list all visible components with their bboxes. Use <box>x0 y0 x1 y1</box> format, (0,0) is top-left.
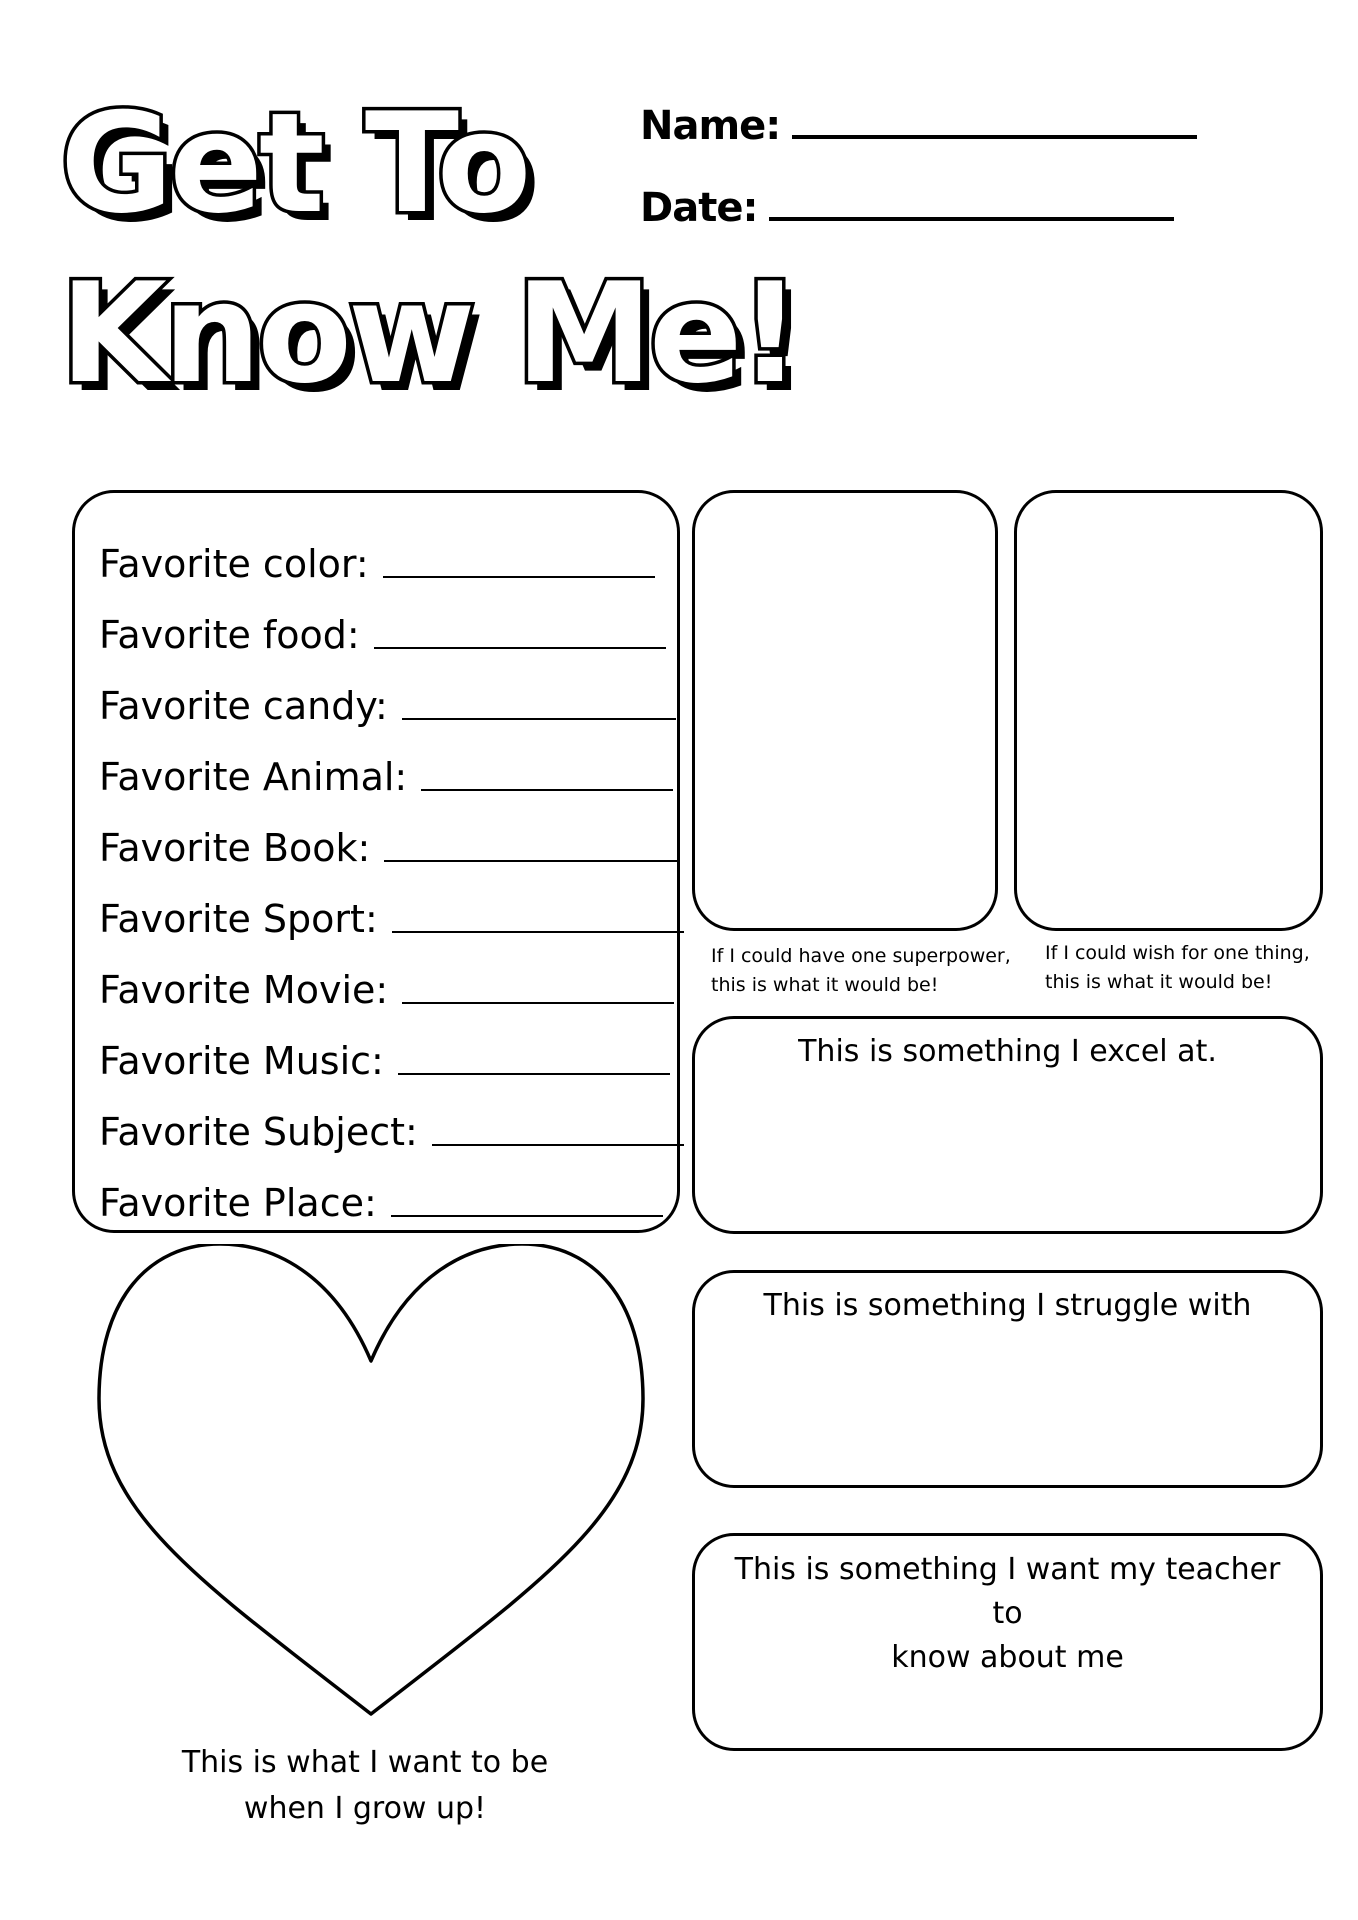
favorite-label: Favorite food: <box>99 613 360 657</box>
favorite-item <box>99 728 684 799</box>
wish-caption-line-2: this is what it would be! <box>1045 971 1273 993</box>
favorite-label: Favorite Sport: <box>99 897 378 941</box>
wish-caption <box>1045 939 1310 997</box>
favorite-blank[interactable] <box>383 546 655 578</box>
favorite-label: Favorite Book: <box>99 826 371 870</box>
favorites-box <box>72 490 680 1233</box>
name-field <box>640 103 1197 149</box>
favorite-label: Favorite candy: <box>99 684 388 728</box>
favorite-item <box>99 515 684 586</box>
superpower-caption-line-1: If I could have one superpower, <box>711 945 1011 967</box>
date-label: Date: <box>640 185 758 231</box>
favorite-blank[interactable] <box>432 1114 684 1146</box>
favorite-blank[interactable] <box>402 972 674 1004</box>
teacher-prompt-line-1: This is something I want my teacher to <box>734 1552 1281 1631</box>
wish-caption-line-1: If I could wish for one thing, <box>1045 942 1310 964</box>
title-line-2: Know Me! <box>60 253 798 414</box>
favorite-blank[interactable] <box>374 617 666 649</box>
heart-caption-line-1: This is what I want to be <box>181 1745 549 1780</box>
favorites-list <box>99 515 684 1225</box>
heart-caption <box>160 1740 570 1832</box>
date-field <box>640 185 1174 231</box>
favorite-blank[interactable] <box>402 688 676 720</box>
date-blank[interactable] <box>769 185 1174 221</box>
favorite-item <box>99 1012 684 1083</box>
excel-prompt: This is something I excel at. <box>798 1034 1217 1069</box>
teacher-prompt-line-2: know about me <box>891 1640 1124 1675</box>
name-label: Name: <box>640 103 781 149</box>
excel-box[interactable] <box>692 1016 1323 1234</box>
favorite-item <box>99 799 684 870</box>
favorite-label: Favorite Movie: <box>99 968 389 1012</box>
favorite-blank[interactable] <box>421 759 673 791</box>
favorite-item <box>99 1083 684 1154</box>
favorite-item <box>99 870 684 941</box>
superpower-caption-line-2: this is what it would be! <box>711 974 939 996</box>
heart-drawing-area[interactable] <box>94 1244 656 1724</box>
favorite-blank[interactable] <box>398 1043 670 1075</box>
favorite-blank[interactable] <box>391 1185 663 1217</box>
name-blank[interactable] <box>792 103 1197 139</box>
superpower-drawing-box[interactable] <box>692 490 998 931</box>
superpower-caption <box>711 942 1011 1000</box>
favorite-item <box>99 1154 684 1225</box>
favorite-label: Favorite color: <box>99 542 369 586</box>
title-line-1: Get To <box>60 83 528 244</box>
heart-caption-line-2: when I grow up! <box>243 1791 487 1826</box>
struggle-prompt: This is something I struggle with <box>763 1288 1252 1323</box>
favorite-label: Favorite Music: <box>99 1039 384 1083</box>
favorite-label: Favorite Animal: <box>99 755 408 799</box>
heart-outline <box>99 1244 643 1714</box>
favorite-item <box>99 657 684 728</box>
teacher-box[interactable] <box>692 1533 1323 1751</box>
favorite-label: Favorite Subject: <box>99 1110 418 1154</box>
teacher-prompt <box>695 1548 1320 1680</box>
favorite-blank[interactable] <box>392 901 684 933</box>
wish-drawing-box[interactable] <box>1014 490 1323 931</box>
struggle-box[interactable] <box>692 1270 1323 1488</box>
favorite-item <box>99 586 684 657</box>
favorite-label: Favorite Place: <box>99 1181 377 1225</box>
favorite-blank[interactable] <box>384 830 680 862</box>
favorite-item <box>99 941 684 1012</box>
